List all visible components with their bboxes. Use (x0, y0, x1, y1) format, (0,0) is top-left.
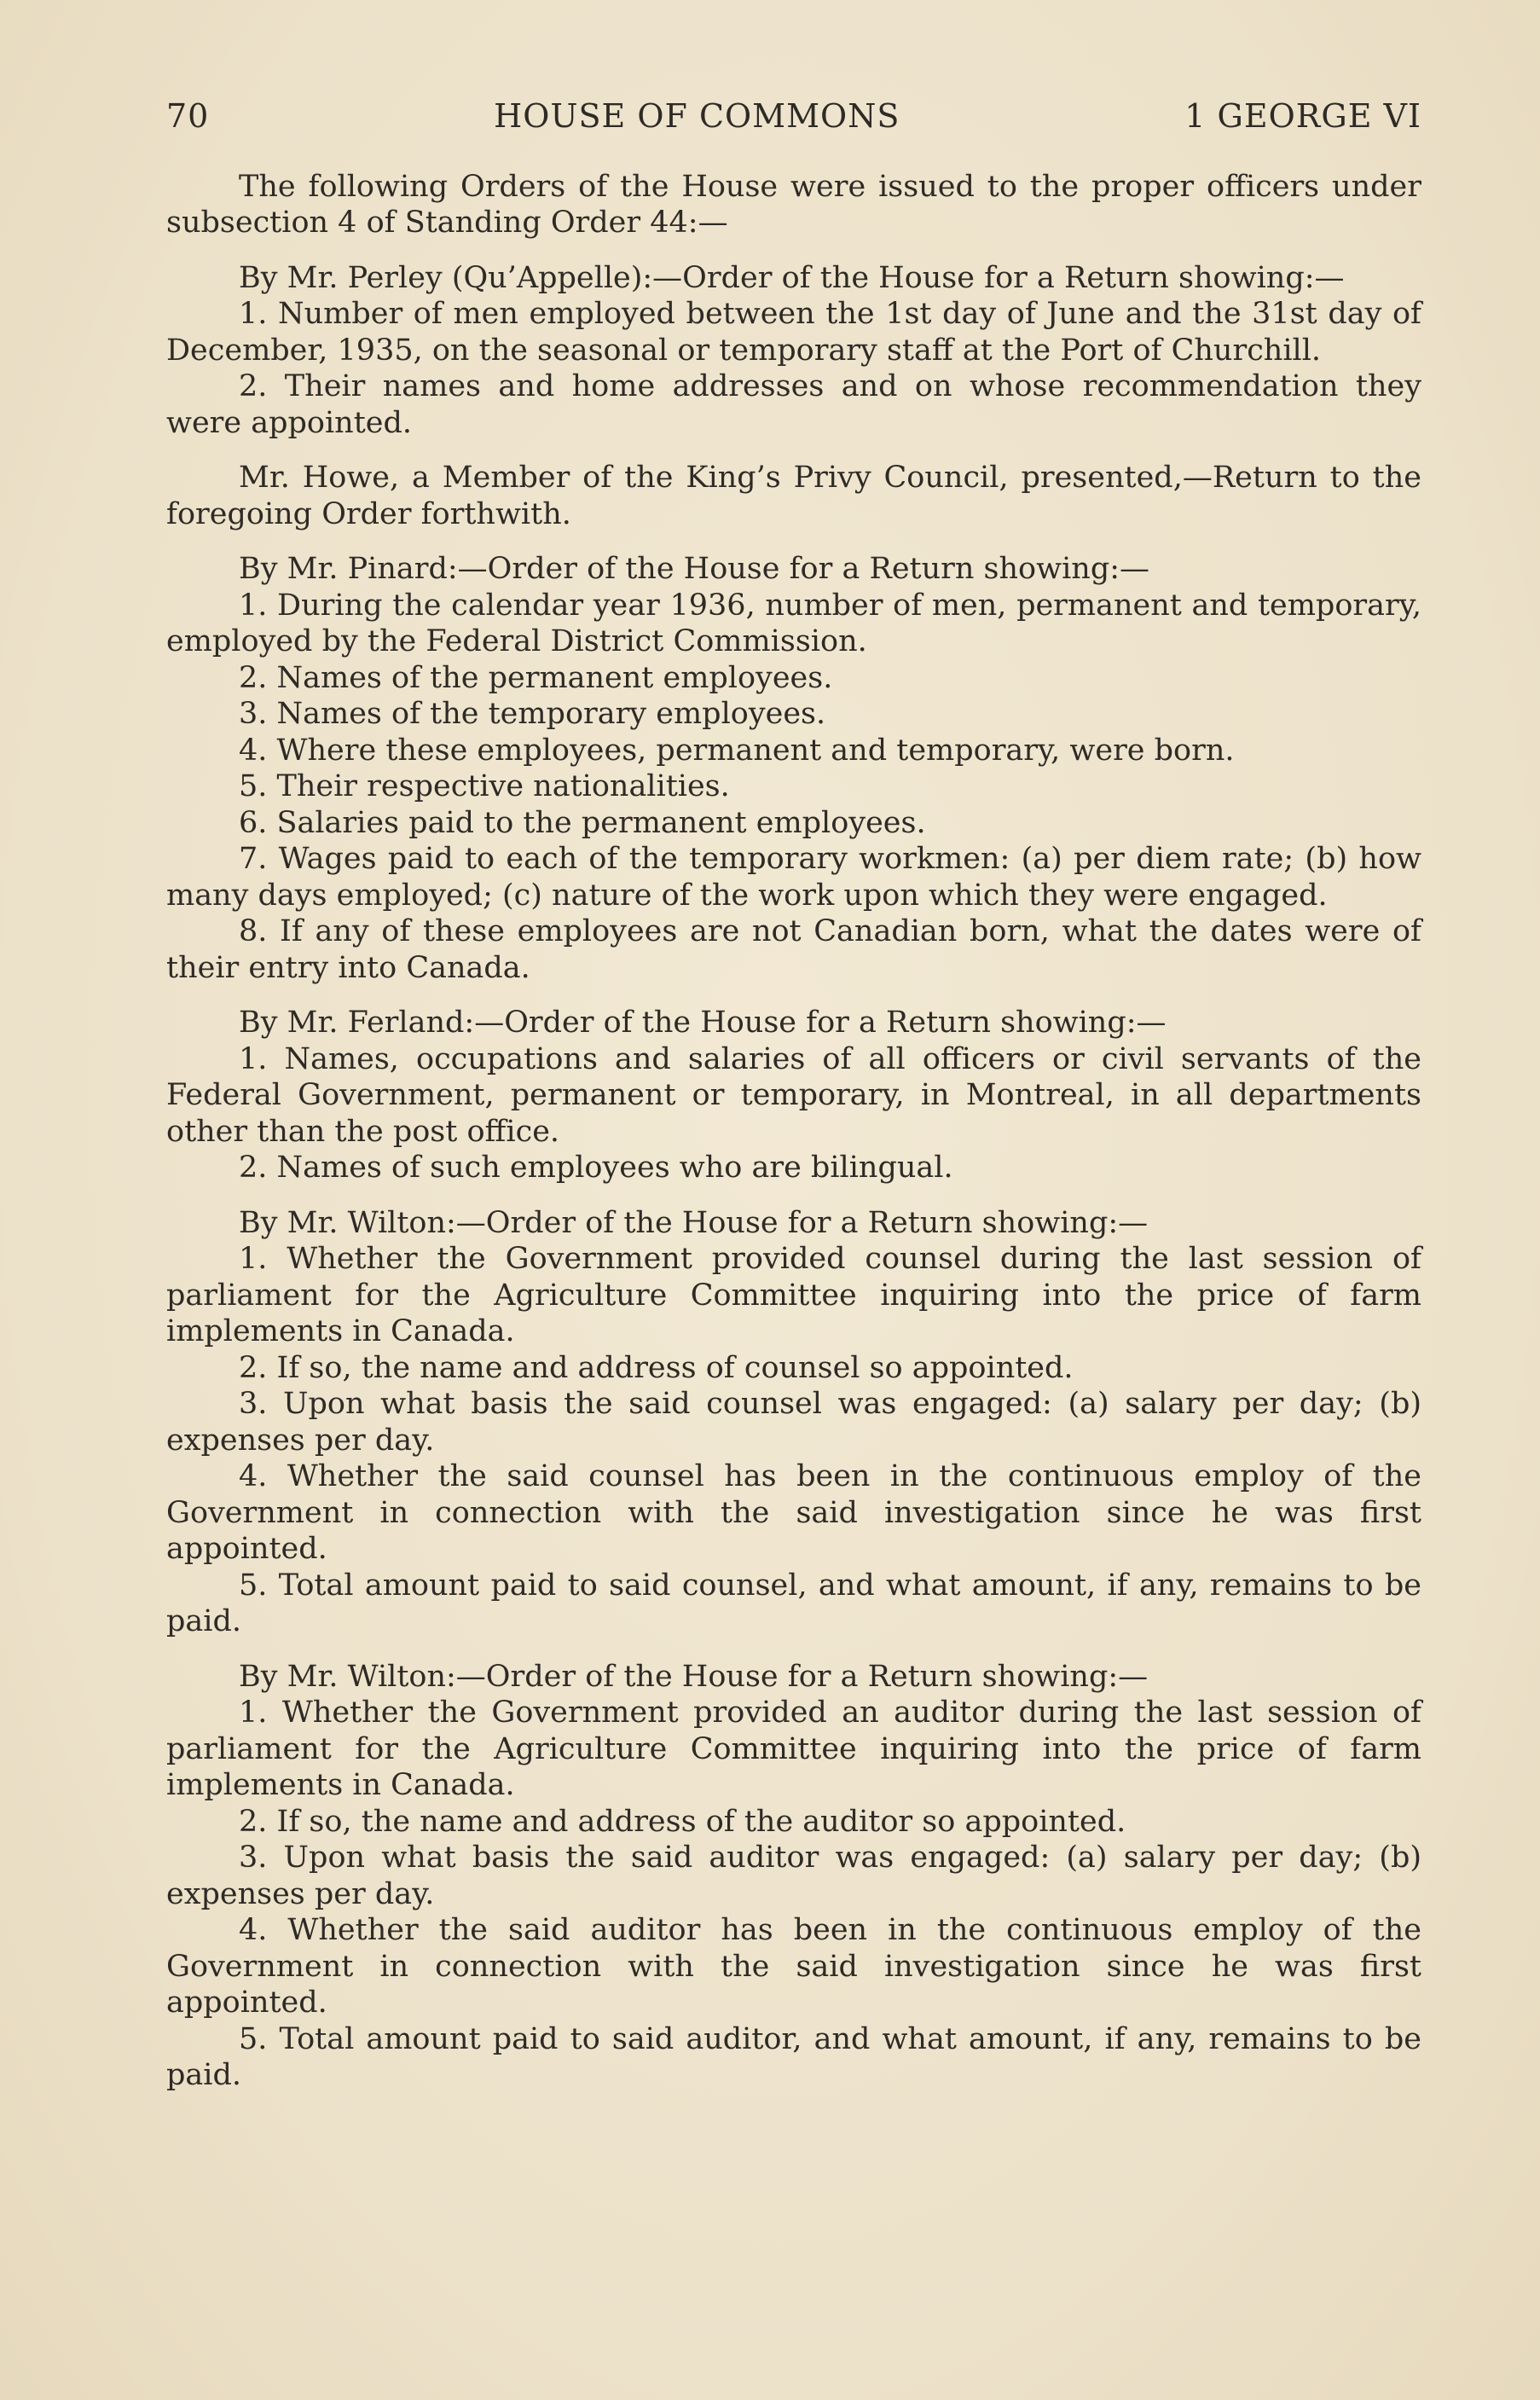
order-item: 8. If any of these employees are not Canadian born, what the dates were of their entry into Canada. (166, 914, 1421, 985)
order-item: 1. Whether the Government provided an auditor during the last session of parliament for the Agriculture Committee inquiring into the price of farm implements in Canada. (166, 1696, 1421, 1802)
order-item: 3. Names of the temporary employees. (239, 697, 826, 731)
order-item: 6. Salaries paid to the permanent employees. (239, 805, 926, 840)
order-item: 5. Total amount paid to said auditor, and what amount, if any, remains to be paid. (166, 2021, 1421, 2092)
order-item: 2. Names of such employees who are bilingual. (239, 1151, 953, 1185)
order-item: 1. Whether the Government provided counsel during the last session of parliament for the Agriculture Committee inquiring into the price of farm implements in Canada. (166, 1242, 1421, 1348)
order-item: 1. During the calendar year 1936, number of men, permanent and temporary, employed by the Federal District Commission. (166, 588, 1421, 658)
order-lead: By Mr. Perley (Qu’Appelle):—Order of the House for a Return showing:— (239, 260, 1345, 295)
regnal-year: 1 GEORGE VI (1184, 97, 1421, 135)
order-item: 1. Number of men employed between the 1st day of June and the 31st day of December, 1935, on the seasonal or temporary staff at the Port of Churchill. (166, 297, 1421, 368)
order-lead: By Mr. Ferland:—Order of the House for a Return showing:— (239, 1006, 1167, 1040)
order-item: 4. Whether the said counsel has been in the continuous employ of the Government in connection with the said investigation since he was first appointed. (166, 1459, 1421, 1566)
text-block (166, 98, 1421, 2094)
order-item: 3. Upon what basis the said auditor was engaged: (a) salary per day; (b) expenses per day. (166, 1841, 1421, 1911)
order-item: 2. Their names and home addresses and on whose recommendation they were appointed. (166, 369, 1421, 440)
order-item: 4. Where these employees, permanent and temporary, were born. (239, 733, 1235, 768)
intro-paragraph: The following Orders of the House were issued to the proper officers under subsection 4 of Standing Order 44:— (166, 169, 1421, 240)
page-number: 70 (166, 97, 210, 135)
order-item: 7. Wages paid to each of the temporary workmen: (a) per diem rate; (b) how many days employed; (c) nature of the work upon which they were engaged. (166, 842, 1421, 913)
order-item: 2. Names of the permanent employees. (239, 660, 833, 695)
running-header (166, 98, 1421, 135)
order-item: 2. If so, the name and address of the auditor so appointed. (239, 1804, 1126, 1839)
order-item: 2. If so, the name and address of counsel so appointed. (239, 1350, 1074, 1385)
return-presented: Mr. Howe, a Member of the King’s Privy Council, presented,—Return to the foregoing Order forthwith. (166, 461, 1421, 531)
order-lead: By Mr. Pinard:—Order of the House for a Return showing:— (239, 552, 1150, 586)
order-lead: By Mr. Wilton:—Order of the House for a Return showing:— (239, 1659, 1149, 1694)
order-item: 5. Total amount paid to said counsel, and what amount, if any, remains to be paid. (166, 1568, 1421, 1638)
order-item: 3. Upon what basis the said counsel was engaged: (a) salary per day; (b) expenses per day. (166, 1387, 1421, 1458)
order-item: 1. Names, occupations and salaries of all officers or civil servants of the Federal Government, permanent or temporary, in Montreal, in all departments other than the post office. (166, 1041, 1421, 1149)
order-lead: By Mr. Wilton:—Order of the House for a Return showing:— (239, 1205, 1149, 1240)
order-item: 4. Whether the said auditor has been in the continuous employ of the Government in connection with the said investigation since he was first appointed. (166, 1913, 1421, 2020)
page-title: HOUSE OF COMMONS (494, 97, 900, 135)
order-item: 5. Their respective nationalities. (239, 769, 730, 803)
